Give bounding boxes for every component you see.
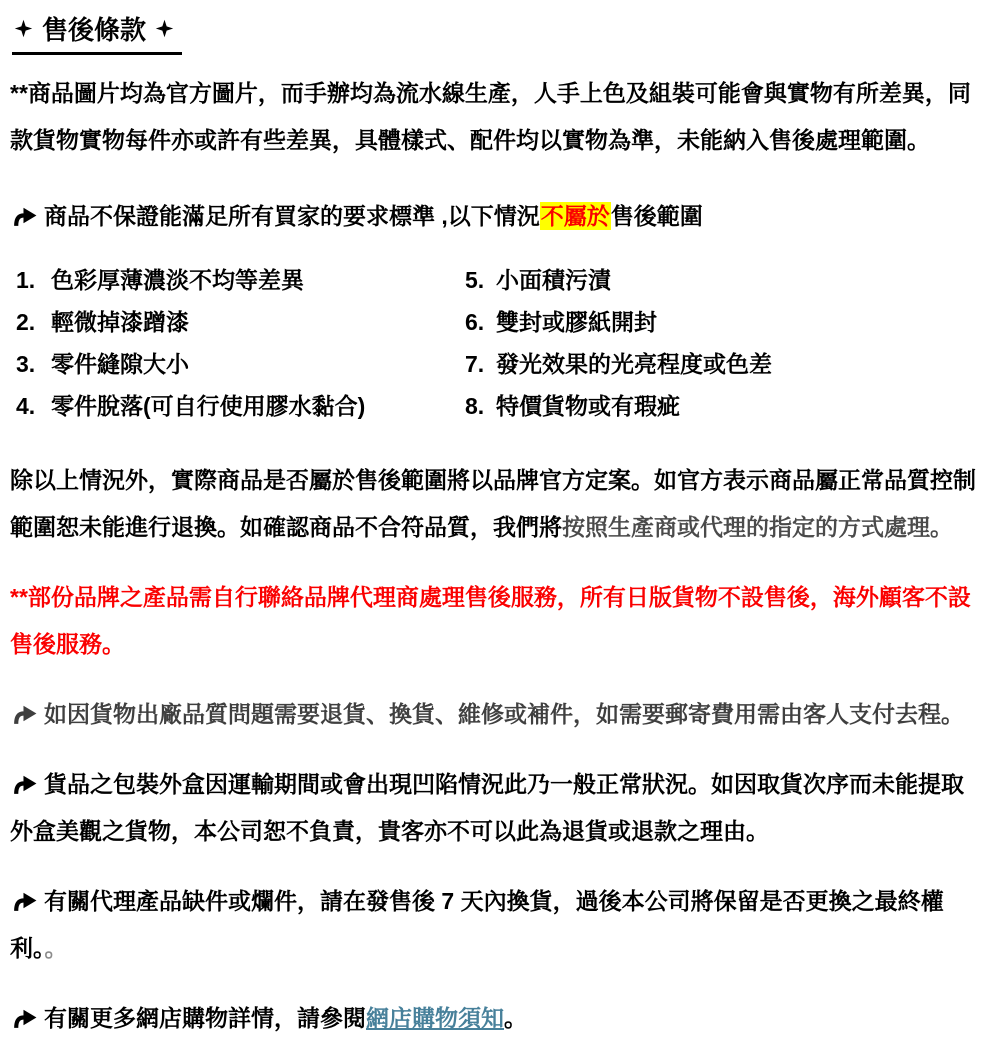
curved-arrow-icon: [10, 772, 38, 795]
packaging-note: [10, 761, 986, 855]
curved-arrow-icon: [10, 204, 38, 227]
item-number: 4.: [16, 393, 36, 419]
item-number: 5.: [465, 267, 485, 293]
item-text: 雙封或膠紙開封: [496, 309, 657, 335]
list-item: [10, 385, 465, 427]
item-number: 1.: [16, 267, 36, 293]
store-shopping-guide-link[interactable]: 網店購物須知: [366, 1005, 504, 1031]
more-info-note: [10, 995, 986, 1042]
intro-paragraph: **商品圖片均為官方圖片，而手辦均為流水線生產，人手上色及組裝可能會與實物有所差異，同款貨物實物每件亦或許有些差異，具體樣式、配件均以實物為準，未能納入售後處理範圍。: [10, 80, 971, 153]
exchange-policy-text: 有關代理產品缺件或爛件，請在發售後 7 天內換貨，過後本公司將保留是否更換之最終權利。: [10, 888, 944, 961]
item-number: 6.: [465, 309, 485, 335]
exclusion-list-left-column: [10, 259, 465, 427]
item-text: 輕微掉漆蹭漆: [51, 309, 189, 335]
list-item: [465, 301, 986, 343]
item-number: 8.: [465, 393, 485, 419]
list-item: [10, 343, 465, 385]
four-pointed-star-icon: [14, 19, 33, 38]
more-info-prefix: 有關更多網店購物詳情，請參閱: [44, 1005, 366, 1031]
item-text: 色彩厚薄濃淡不均等差異: [51, 267, 304, 293]
page-title: [12, 10, 986, 55]
official-decision-paragraph: [10, 457, 986, 551]
more-info-suffix: 。: [504, 1005, 527, 1031]
coverage-notice: [10, 199, 986, 233]
list-item: [465, 259, 986, 301]
list-item: [465, 343, 986, 385]
official-decision-main: 除以上情況外，實際商品是否屬於售後範圍將以品牌官方定案。如官方表示商品屬正常品質控制範圍恕未能進行退換。如確認商品不合符品質，我們將: [10, 467, 976, 540]
curved-arrow-icon: [10, 889, 38, 912]
list-item: [465, 385, 986, 427]
exchange-policy-note: [10, 878, 986, 972]
highlight-badge: 不屬於: [540, 203, 610, 229]
curved-arrow-icon: [10, 1006, 38, 1029]
item-text: 小面積污漬: [496, 267, 611, 293]
item-number: 2.: [16, 309, 36, 335]
list-item: [10, 301, 465, 343]
item-text: 零件脫落(可自行使用膠水黏合): [51, 393, 366, 419]
item-text: 特價貨物或有瑕疵: [496, 393, 680, 419]
exclusion-list: [10, 259, 986, 427]
item-text: 零件縫隙大小: [51, 351, 189, 377]
curved-arrow-icon: [10, 702, 38, 725]
list-item: [10, 259, 465, 301]
item-text: 發光效果的光亮程度或色差: [496, 351, 772, 377]
return-shipping-note: [10, 691, 986, 738]
official-decision-gray: 按照生產商或代理的指定的方式處理。: [562, 514, 953, 540]
coverage-notice-prefix: 商品不保證能滿足所有買家的要求標準 ,以下情況: [44, 203, 540, 229]
four-pointed-star-icon: [155, 19, 174, 38]
item-number: 7.: [465, 351, 485, 377]
exclusion-list-right-column: [465, 259, 986, 427]
brand-agent-alert: **部份品牌之產品需自行聯絡品牌代理商處理售後服務，所有日版貨物不設售後，海外顧客不設售後服務。: [10, 584, 971, 657]
item-number: 3.: [16, 351, 36, 377]
exchange-policy-trailing-mark: 。: [44, 935, 68, 961]
page-title-text: 售後條款: [42, 15, 147, 45]
coverage-notice-suffix: 售後範圍: [610, 203, 703, 229]
return-shipping-text: 如因貨物出廠品質問題需要退貨、換貨、維修或補件，如需要郵寄費用需由客人支付去程。: [44, 701, 964, 727]
packaging-text: 貨品之包裝外盒因運輸期間或會出現凹陷情況此乃一般正常狀況。如因取貨次序而未能提取外盒美觀之貨物，本公司恕不負責，貴客亦不可以此為退貨或退款之理由。: [10, 771, 964, 844]
